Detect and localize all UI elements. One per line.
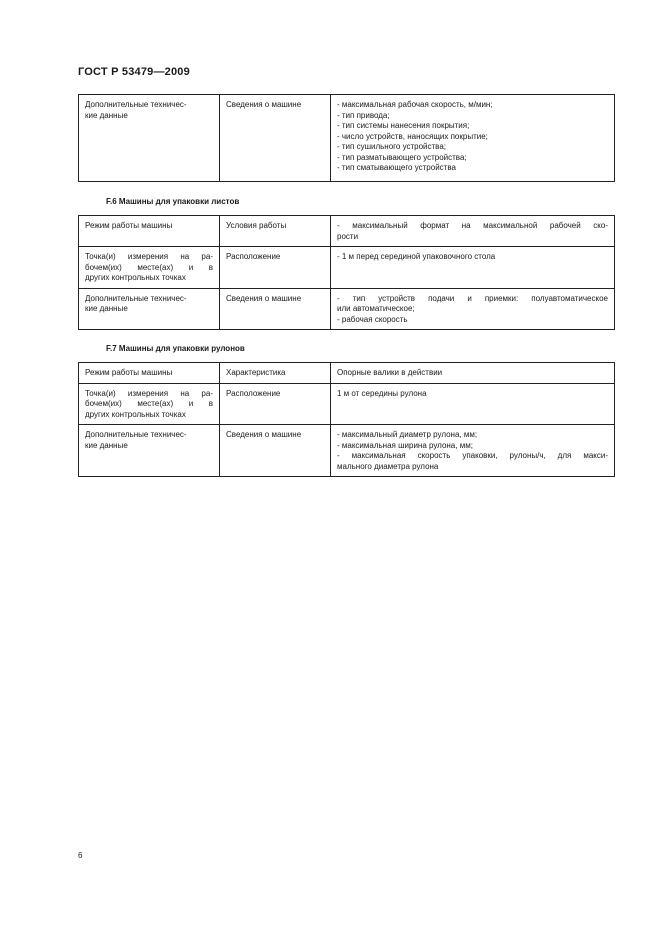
cell-line: - число устройств, наносящих покрытие; — [337, 131, 488, 141]
cell-line: Сведения о машине — [226, 430, 302, 439]
table-cell — [79, 216, 220, 247]
cell-line: Дополнительные техничес- — [85, 430, 187, 439]
cell-line: мального диаметра рулона — [337, 461, 439, 471]
table-cell — [220, 247, 331, 289]
table-cell — [331, 247, 615, 289]
cell-line: Сведения о машине — [226, 100, 302, 109]
cell-line: других контрольных точках — [85, 273, 186, 282]
table-cell — [220, 216, 331, 247]
cell-line: Сведения о машине — [226, 293, 302, 303]
table-cell — [79, 247, 220, 289]
table-cell — [220, 95, 331, 182]
table-cell — [220, 288, 331, 330]
table-row — [79, 95, 615, 182]
table-f6 — [78, 215, 615, 330]
cell-line: - тип разматывающего устройства; — [337, 152, 467, 162]
cell-line: - максимальная ширина рулона, мм; — [337, 440, 473, 450]
cell-line: или автоматическое; — [337, 304, 415, 313]
document-header: ГОСТ Р 53479—2009 — [78, 66, 190, 78]
cell-line: других контрольных точках — [85, 409, 186, 419]
cell-line: кие данные — [85, 110, 128, 120]
table-row — [79, 288, 615, 330]
cell-line: - максимальный формат на максимальной рабочей ско- — [337, 221, 608, 230]
cell-line: Точка(и) измерения на ра- — [85, 252, 213, 261]
cell-line: бочем(их) месте(ах) и в — [85, 399, 213, 408]
table-row — [79, 425, 615, 477]
cell-line: - тип привода; — [337, 110, 390, 120]
table-cell — [220, 425, 331, 477]
table-f7 — [78, 362, 615, 477]
table-cell — [331, 425, 615, 477]
cell-line: Условия работы — [226, 221, 287, 230]
table-cell — [79, 425, 220, 477]
table-cell — [331, 216, 615, 247]
cell-line: - тип сматывающего устройства — [337, 163, 456, 172]
cell-line: Режим работы машины — [85, 368, 173, 377]
cell-line: - максимальная скорость упаковки, рулоны/ч, для макси- — [337, 451, 608, 460]
table-cell — [79, 363, 220, 384]
table-row — [79, 363, 615, 384]
cell-line: Точка(и) измерения на ра- — [85, 388, 213, 398]
cell-line: Характеристика — [226, 368, 286, 377]
cell-line: кие данные — [85, 440, 128, 450]
cell-line: Режим работы машины — [85, 221, 173, 230]
table-cell — [220, 363, 331, 384]
cell-line: Расположение — [226, 388, 281, 398]
table-cell — [79, 288, 220, 330]
table-cell — [331, 363, 615, 384]
table-cell — [331, 95, 615, 182]
page-number: 6 — [78, 851, 83, 860]
cell-line: - тип устройств подачи и приемки: полуавтоматическое — [337, 293, 608, 303]
cell-line: - тип системы нанесения покрытия; — [337, 121, 470, 130]
section-title-f7: F.7 Машины для упаковки рулонов — [106, 344, 245, 353]
table-row — [79, 247, 615, 289]
table-row — [79, 216, 615, 247]
cell-line: кие данные — [85, 304, 128, 313]
table-cell — [331, 383, 615, 425]
cell-line: - рабочая скорость — [337, 314, 408, 324]
cell-line: Дополнительные техничес- — [85, 100, 187, 109]
cell-line: бочем(их) месте(ах) и в — [85, 262, 213, 272]
table-cell — [79, 95, 220, 182]
cell-line: - максимальный диаметр рулона, мм; — [337, 430, 478, 439]
cell-line: Опорные валики в действии — [337, 368, 443, 377]
cell-line: Расположение — [226, 252, 281, 261]
table-cell — [220, 383, 331, 425]
table-cell — [79, 383, 220, 425]
cell-line: - тип сушильного устройства; — [337, 142, 447, 151]
cell-line: - 1 м перед серединой упаковочного стола — [337, 252, 496, 261]
table-continuation — [78, 94, 615, 182]
section-title-f6: F.6 Машины для упаковки листов — [106, 197, 240, 206]
table-row — [79, 383, 615, 425]
cell-line: - максимальная рабочая скорость, м/мин; — [337, 100, 493, 109]
table-cell — [331, 288, 615, 330]
cell-line: Дополнительные техничес- — [85, 293, 187, 303]
cell-line: 1 м от середины рулона — [337, 388, 427, 398]
cell-line: рости — [337, 231, 359, 241]
